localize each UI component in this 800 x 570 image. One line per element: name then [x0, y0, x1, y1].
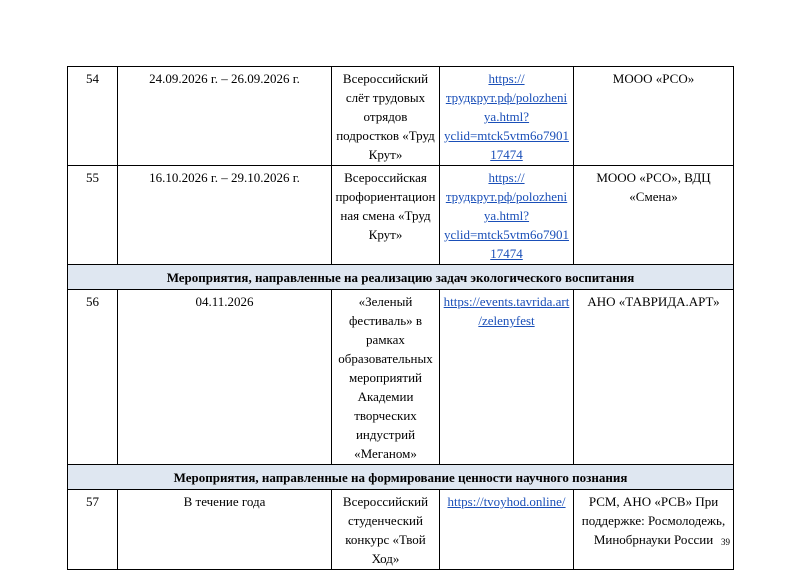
- event-date: 16.10.2026 г. – 29.10.2026 г.: [118, 166, 332, 265]
- event-name: «Зеленый фестиваль» в рамках образовательных мероприятий Академии творческих индустрий «Меганом»: [332, 290, 440, 465]
- table-row: [68, 490, 734, 570]
- event-organizer: РСМ, АНО «РСВ» При поддержке: Росмолодежь, Минобрнауки России: [574, 490, 734, 570]
- event-link[interactable]: https://трудкрут.рф/polozheniya.html?yclid=mtck5vtm6o790117474: [443, 170, 570, 261]
- page-number: 39: [721, 537, 730, 547]
- event-date: 04.11.2026: [118, 290, 332, 465]
- table-row: [68, 67, 734, 166]
- row-number: 56: [68, 290, 118, 465]
- event-organizer: АНО «ТАВРИДА.АРТ»: [574, 290, 734, 465]
- event-link[interactable]: https://tvoyhod.online/: [447, 494, 566, 509]
- section-title: Мероприятия, направленные на реализацию задач экологического воспитания: [68, 265, 734, 290]
- event-name: Всероссийский слёт трудовых отрядов подростков «Труд Крут»: [332, 67, 440, 166]
- event-name: Всероссийский студенческий конкурс «Твой Ход»: [332, 490, 440, 570]
- event-organizer: МООО «РСО»: [574, 67, 734, 166]
- event-name: Всероссийская профориентационная смена «Труд Крут»: [332, 166, 440, 265]
- row-number: 55: [68, 166, 118, 265]
- event-link[interactable]: https://трудкрут.рф/polozheniya.html?yclid=mtck5vtm6o790117474: [443, 71, 570, 162]
- table-row: [68, 166, 734, 265]
- events-table: [67, 66, 734, 570]
- section-title: Мероприятия, направленные на формирование ценности научного познания: [68, 465, 734, 490]
- event-date: В течение года: [118, 490, 332, 570]
- event-date: 24.09.2026 г. – 26.09.2026 г.: [118, 67, 332, 166]
- table-row: [68, 290, 734, 465]
- section-header-row: [68, 265, 734, 290]
- event-link[interactable]: https://events.tavrida.art/zelenyfest: [443, 294, 570, 328]
- event-organizer: МООО «РСО», ВДЦ «Смена»: [574, 166, 734, 265]
- row-number: 54: [68, 67, 118, 166]
- row-number: 57: [68, 490, 118, 570]
- section-header-row: [68, 465, 734, 490]
